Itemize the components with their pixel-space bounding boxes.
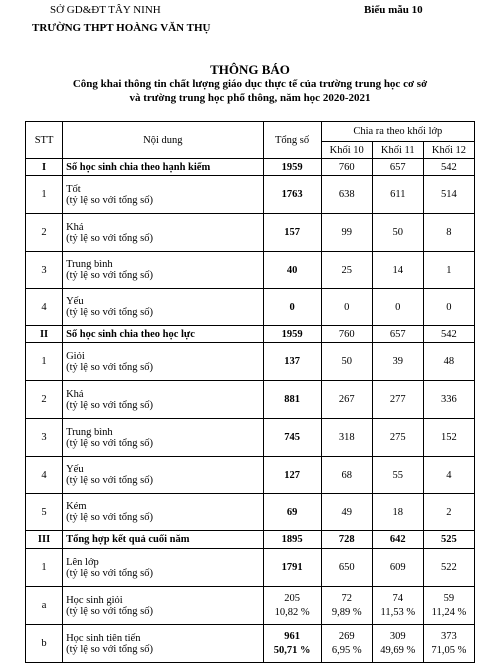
row-k11: 642: [372, 531, 423, 549]
row-k11: 277: [372, 381, 423, 419]
row-total: 137: [263, 343, 321, 381]
row-k10-pct: 6,95 %: [331, 644, 362, 656]
table-row: [26, 159, 475, 176]
header-group: Chia ra theo khối lớp: [321, 122, 474, 142]
school-name: TRƯỜNG THPT HOÀNG VĂN THỤ: [32, 22, 211, 34]
row-stt: 2: [26, 381, 63, 419]
row-total: 1763: [263, 176, 321, 214]
row-k12: 373: [441, 630, 457, 642]
row-k10: 267: [321, 381, 372, 419]
row-name-cell: [63, 625, 263, 663]
document-title: THÔNG BÁO: [210, 62, 290, 77]
row-total-cell: [263, 587, 321, 625]
row-k12-cell: [423, 625, 474, 663]
row-ratio-label: (tỷ lệ so với tổng số): [66, 194, 154, 206]
row-name: Giỏi: [66, 350, 85, 362]
row-name: Kém: [66, 501, 87, 512]
row-stt: 2: [26, 214, 63, 252]
row-ratio-label: (tỷ lệ so với tổng số): [66, 512, 154, 523]
row-total: 127: [263, 457, 321, 494]
quality-table: [25, 121, 475, 663]
header-content: Nội dung: [63, 122, 263, 159]
document-subtitle-line1: Công khai thông tin chất lượng giáo dục thực tế của trường trung học cơ sở: [72, 78, 428, 90]
row-k10: 0: [321, 289, 372, 326]
row-k10: 728: [321, 531, 372, 549]
row-name-cell: [63, 252, 263, 289]
row-stt: 3: [26, 419, 63, 457]
row-ratio-label: (tỷ lệ so với tổng số): [66, 270, 154, 281]
row-total: 1895: [263, 531, 321, 549]
form-label: Biểu mẫu 10: [364, 4, 423, 16]
row-stt: I: [26, 159, 63, 176]
header-stt: STT: [26, 122, 63, 159]
row-k12-cell: [423, 587, 474, 625]
row-stt: II: [26, 326, 63, 343]
row-k10: 318: [321, 419, 372, 457]
table-row: [26, 214, 475, 252]
row-k11: 611: [372, 176, 423, 214]
row-k11: 50: [372, 214, 423, 252]
table-row: [26, 289, 475, 326]
row-name: Khá: [66, 221, 84, 233]
row-stt: 4: [26, 457, 63, 494]
row-name-cell: [63, 587, 263, 625]
department-name: SỞ GD&ĐT TÂY NINH: [50, 4, 161, 16]
row-name: Học sinh giỏi: [66, 594, 123, 606]
table-row: [26, 381, 475, 419]
row-ratio-label: (tỷ lệ so với tổng số): [66, 605, 154, 617]
row-k10: 72: [341, 592, 352, 604]
row-ratio-label: (tỷ lệ so với tổng số): [66, 232, 154, 244]
row-ratio-label: (tỷ lệ so với tổng số): [66, 567, 154, 579]
row-stt: 3: [26, 252, 63, 289]
table-row: [26, 625, 475, 663]
row-k10: 50: [321, 343, 372, 381]
table-row: [26, 176, 475, 214]
row-k11: 275: [372, 419, 423, 457]
row-name: Trung bình: [66, 426, 113, 438]
row-total: 205: [284, 592, 300, 604]
row-stt: 5: [26, 494, 63, 531]
row-k12: 0: [423, 289, 474, 326]
row-total-pct: 10,82 %: [274, 606, 310, 618]
row-stt: b: [26, 625, 63, 663]
row-k11: 18: [372, 494, 423, 531]
row-k10-cell: [321, 587, 372, 625]
header-k12: Khối 12: [423, 142, 474, 159]
table-row: [26, 531, 475, 549]
row-k12: 336: [423, 381, 474, 419]
row-total: 961: [284, 630, 300, 642]
row-k10: 269: [338, 630, 355, 642]
row-name: Lên lớp: [66, 556, 99, 568]
row-k11: 74: [392, 592, 404, 604]
row-k12: 4: [423, 457, 474, 494]
header-k11: Khối 11: [372, 142, 423, 159]
row-k10: 68: [321, 457, 372, 494]
row-name-cell: [63, 381, 263, 419]
row-k11: 14: [372, 252, 423, 289]
row-name: Yếu: [66, 296, 84, 307]
row-k11-cell: [372, 587, 423, 625]
row-total: 1791: [263, 549, 321, 587]
row-k11: 657: [372, 326, 423, 343]
row-name-cell: [63, 494, 263, 531]
row-name-cell: [63, 457, 263, 494]
row-name-cell: [63, 176, 263, 214]
row-k12: 522: [423, 549, 474, 587]
row-name: Tốt: [66, 183, 81, 195]
row-k12: 8: [423, 214, 474, 252]
row-k10-pct: 9,89 %: [331, 606, 362, 618]
row-name-cell: [63, 343, 263, 381]
row-name: Số học sinh chia theo hạnh kiểm: [63, 159, 263, 176]
row-name-cell: [63, 419, 263, 457]
row-ratio-label: (tỷ lệ so với tổng số): [66, 475, 154, 486]
table-row: [26, 326, 475, 343]
table-row: [26, 587, 475, 625]
table-row: [26, 549, 475, 587]
row-k12-pct: 71,05 %: [431, 644, 467, 656]
row-k11: 657: [372, 159, 423, 176]
row-k11: 609: [372, 549, 423, 587]
row-stt: 1: [26, 549, 63, 587]
row-k10-cell: [321, 625, 372, 663]
row-k10: 650: [321, 549, 372, 587]
row-k12: 514: [423, 176, 474, 214]
row-stt: 1: [26, 176, 63, 214]
row-stt: a: [26, 587, 63, 625]
row-k12: 525: [423, 531, 474, 549]
row-name-cell: [63, 549, 263, 587]
row-k11: 309: [389, 630, 406, 642]
row-total-pct: 50,71 %: [273, 644, 311, 656]
row-total: 40: [263, 252, 321, 289]
table-row: [26, 457, 475, 494]
document-subtitle-line2: và trường trung học phổ thông, năm học 2020-2021: [129, 92, 371, 104]
row-total: 1959: [263, 159, 321, 176]
row-total: 0: [263, 289, 321, 326]
row-name-cell: [63, 214, 263, 252]
row-stt: 1: [26, 343, 63, 381]
row-k11-pct: 11,53 %: [380, 606, 416, 618]
row-k12: 152: [423, 419, 474, 457]
table-row: [26, 343, 475, 381]
row-total-cell: [263, 625, 321, 663]
row-total: 745: [263, 419, 321, 457]
row-k11: 39: [372, 343, 423, 381]
row-ratio-label: (tỷ lệ so với tổng số): [66, 643, 154, 655]
row-name: Trung bình: [66, 259, 113, 270]
row-name: Số học sinh chia theo học lực: [63, 326, 263, 343]
row-name: Học sinh tiên tiến: [66, 632, 141, 644]
table-row: [26, 494, 475, 531]
row-k11: 0: [372, 289, 423, 326]
row-k10: 760: [321, 326, 372, 343]
header-k10: Khối 10: [321, 142, 372, 159]
row-k12: 2: [423, 494, 474, 531]
row-ratio-label: (tỷ lệ so với tổng số): [66, 437, 154, 449]
row-ratio-label: (tỷ lệ so với tổng số): [66, 361, 154, 373]
row-k10: 99: [321, 214, 372, 252]
row-k12: 48: [423, 343, 474, 381]
row-total: 1959: [263, 326, 321, 343]
row-stt: 4: [26, 289, 63, 326]
row-k10: 760: [321, 159, 372, 176]
table-row: [26, 252, 475, 289]
row-k11-cell: [372, 625, 423, 663]
row-stt: III: [26, 531, 63, 549]
row-k12: 59: [443, 592, 455, 604]
row-name: Tổng hợp kết quả cuối năm: [63, 531, 263, 549]
row-name-cell: [63, 289, 263, 326]
row-ratio-label: (tỷ lệ so với tổng số): [66, 399, 154, 411]
table-row: [26, 419, 475, 457]
row-total: 881: [263, 381, 321, 419]
row-total: 69: [263, 494, 321, 531]
row-k10: 49: [321, 494, 372, 531]
header-total: Tổng số: [263, 122, 321, 159]
row-name: Yếu: [66, 464, 84, 475]
row-k12: 1: [423, 252, 474, 289]
row-ratio-label: (tỷ lệ so với tổng số): [66, 307, 154, 318]
row-k12: 542: [423, 326, 474, 343]
row-k12-pct: 11,24 %: [431, 606, 467, 618]
row-name: Khá: [66, 388, 84, 400]
row-k10: 25: [321, 252, 372, 289]
row-k11-pct: 49,69 %: [380, 644, 416, 656]
row-k10: 638: [321, 176, 372, 214]
row-total: 157: [263, 214, 321, 252]
row-k12: 542: [423, 159, 474, 176]
row-k11: 55: [372, 457, 423, 494]
